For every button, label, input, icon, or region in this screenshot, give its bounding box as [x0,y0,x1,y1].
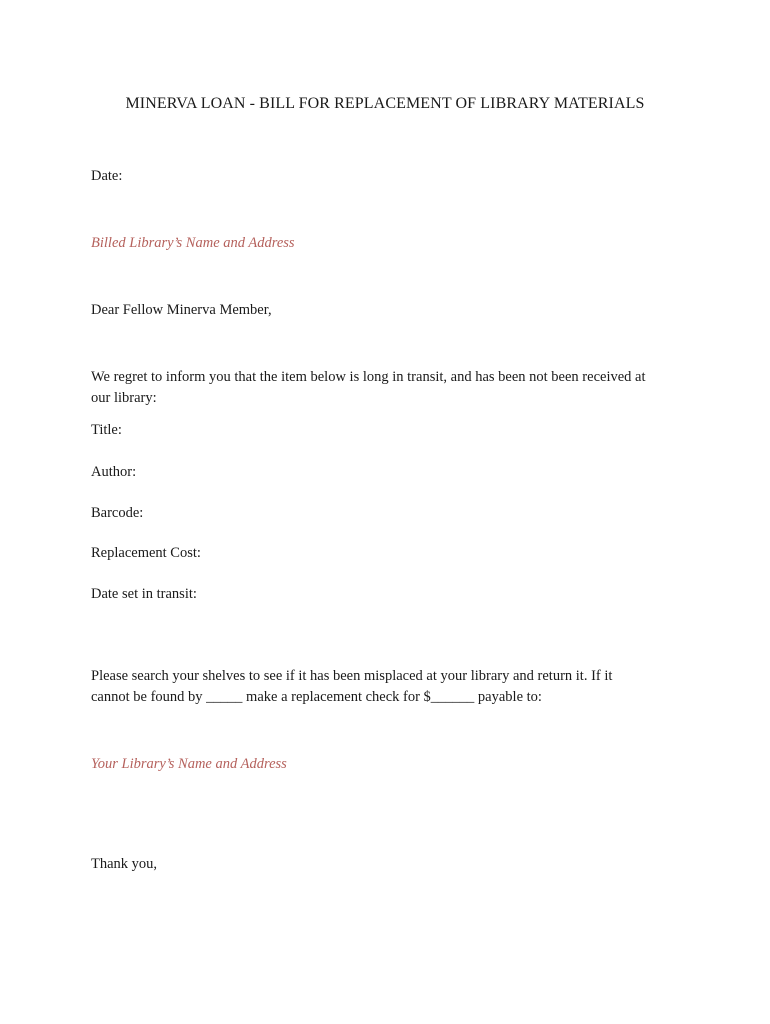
request-line-2: cannot be found by _____ make a replacement check for $______ payable to: [91,689,542,705]
date-in-transit-field-label: Date set in transit: [91,586,197,602]
intro-line-1: We regret to inform you that the item below is long in transit, and has been not been received at [91,369,646,385]
title-field-label: Title: [91,422,122,438]
document-title: MINERVA LOAN - BILL FOR REPLACEMENT OF LIBRARY MATERIALS [125,95,645,112]
billed-library-placeholder: Billed Library’s Name and Address [91,235,295,251]
replacement-cost-field-label: Replacement Cost: [91,545,201,561]
closing: Thank you, [91,856,158,872]
author-field-label: Author: [91,464,137,480]
intro-paragraph [91,367,691,409]
date-label: Date: [91,168,123,184]
your-library-placeholder: Your Library’s Name and Address [91,756,287,772]
salutation: Dear Fellow Minerva Member, [91,302,272,318]
request-line-1: Please search your shelves to see if it has been misplaced at your library and return it. If it [91,668,613,684]
intro-line-2: our library: [91,390,157,406]
request-paragraph [91,666,691,708]
barcode-field-label: Barcode: [91,505,144,521]
